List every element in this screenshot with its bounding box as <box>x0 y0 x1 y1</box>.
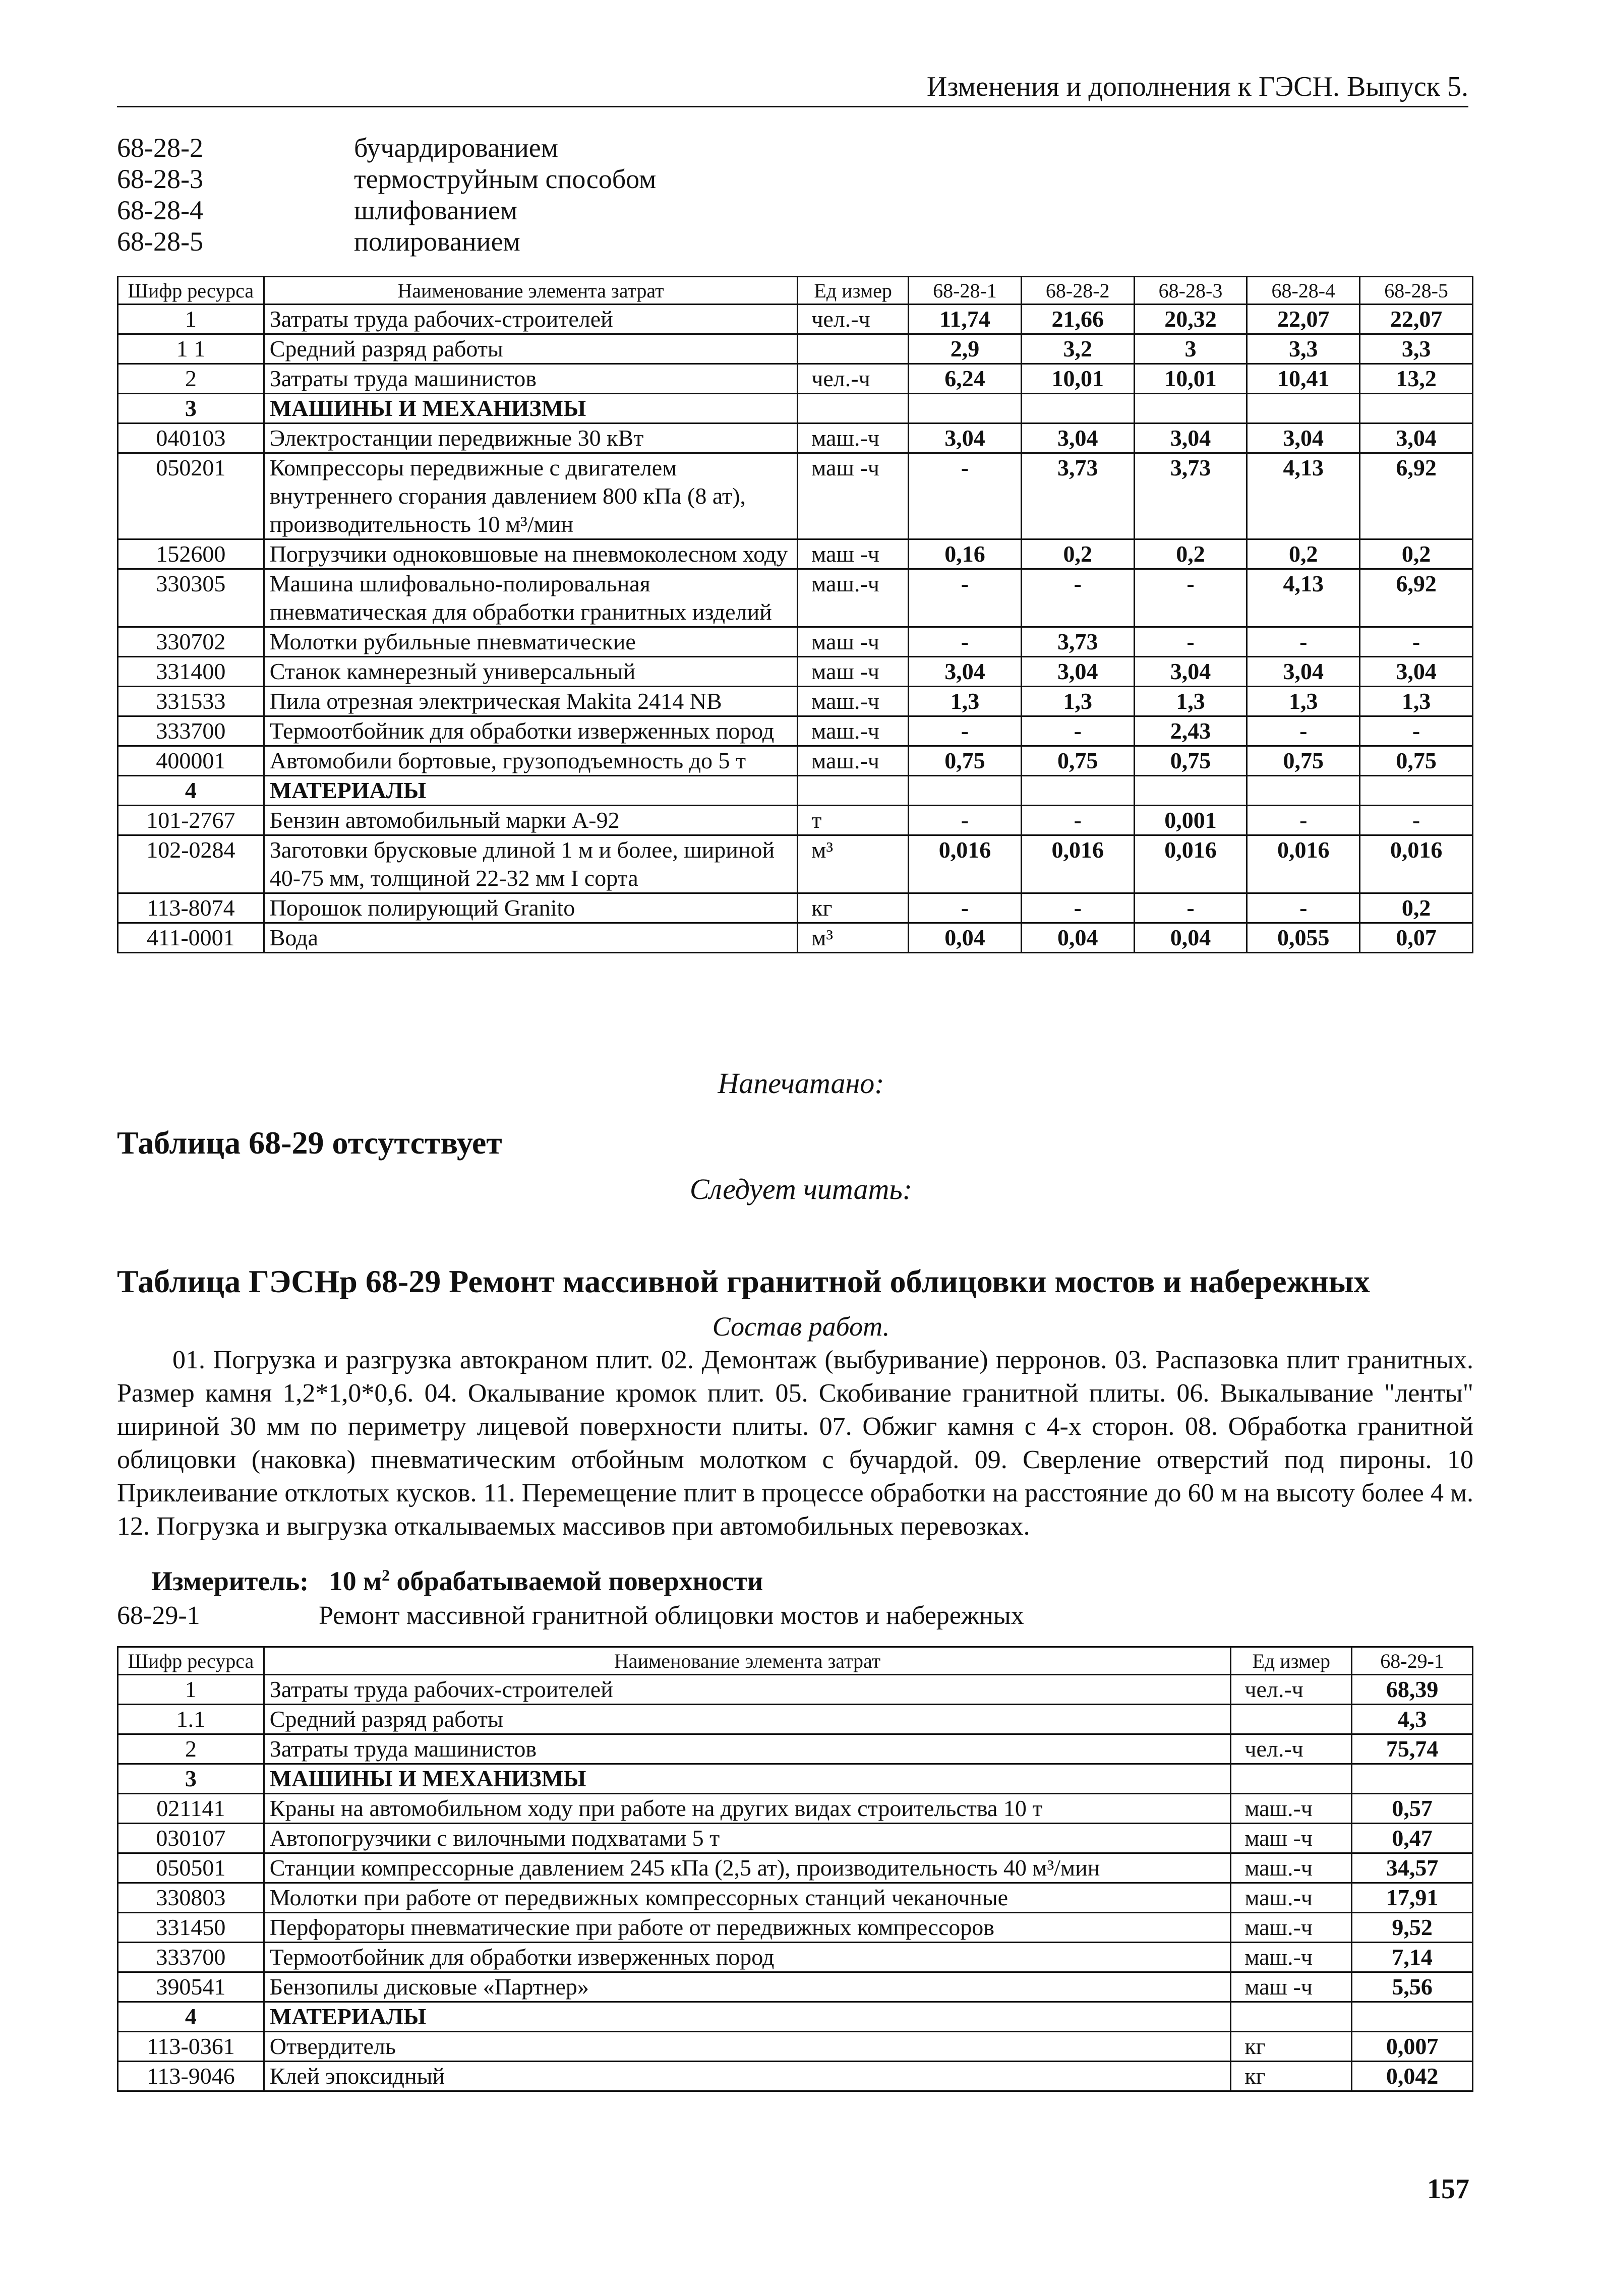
resource-code: 102-0284 <box>118 835 264 893</box>
resource-code: 1.1 <box>118 1705 264 1734</box>
value-cell: - <box>1021 716 1134 746</box>
value-cell: 0,07 <box>1360 923 1473 953</box>
table-row <box>118 424 1473 453</box>
column-header: Ед измер <box>798 277 909 305</box>
resource-name: Порошок полирующий Granito <box>264 893 798 923</box>
resource-code: 040103 <box>118 424 264 453</box>
column-header: 68-28-3 <box>1134 277 1247 305</box>
norm-code-line <box>117 1601 1024 1630</box>
resource-name: Компрессоры передвижные с двигателем внутреннего сгорания давлением 800 кПа (8 ат), производительность 10 м³/мин <box>264 453 798 539</box>
value-cell: 0,055 <box>1247 923 1360 953</box>
resource-table-68-28 <box>117 276 1473 953</box>
value-cell <box>1247 776 1360 806</box>
resource-name: Станции компрессорные давлением 245 кПа (2,5 ат), производительность 40 м³/мин <box>264 1853 1231 1883</box>
work-composition-text: 01. Погрузка и разгрузка автокраном плит. 02. Демонтаж (выбуривание) перронов. 03. Распазовка плит гранитных. Размер камня 1,2*1,0*0,6. 04. Окалывание кромок плит. 05. Скобивание гранитной плиты. 06. Выкалывание "ленты" шириной 30 мм по периметру лицевой поверхности плиты. 07. Обжиг камня с 4-х сторон. 08. Обработка гранитной облицовки (наковка) пневматическим отбойным молотком с бучардой. 09. Сверление отверстий под пироны. 10 Приклеивание отклотых кусков. 11. Перемещение плит в процессе обработки на расстояние до 60 м на высоту более 4 м. 12. Погрузка и выгрузка откалываемых массивов при автомобильных перевозках. <box>117 1346 1473 1541</box>
value-cell: 10,01 <box>1134 364 1247 394</box>
table-row <box>118 334 1473 364</box>
resource-code: 2 <box>118 1734 264 1764</box>
unit-cell <box>798 394 909 424</box>
resource-name: Термоотбойник для обработки изверженных пород <box>264 716 798 746</box>
value-cell: 1,3 <box>909 687 1022 716</box>
resource-name: Вода <box>264 923 798 953</box>
column-header: Наименование элемента затрат <box>264 1647 1231 1675</box>
value-cell: 7,14 <box>1352 1943 1473 1972</box>
value-cell: 4,13 <box>1247 453 1360 539</box>
column-header: Шифр ресурса <box>118 1647 264 1675</box>
resource-code: 1 <box>118 1675 264 1705</box>
absent-table-note: Таблица 68-29 отсутствует <box>117 1125 502 1161</box>
resource-code: 330803 <box>118 1883 264 1913</box>
table-row <box>118 716 1473 746</box>
resource-code: 4 <box>118 2002 264 2032</box>
measure-unit-power: 2 <box>381 1566 390 1584</box>
value-cell: 0,47 <box>1352 1824 1473 1853</box>
resource-code: 4 <box>118 776 264 806</box>
unit-cell: маш.-ч <box>1231 1913 1352 1943</box>
value-cell: 0,016 <box>1021 835 1134 893</box>
resource-code: 3 <box>118 394 264 424</box>
unit-cell: м³ <box>798 835 909 893</box>
table-header-row <box>118 1647 1473 1675</box>
resource-name: Перфораторы пневматические при работе от передвижных компрессоров <box>264 1913 1231 1943</box>
value-cell: 0,57 <box>1352 1794 1473 1824</box>
value-cell: - <box>909 716 1022 746</box>
unit-cell <box>798 334 909 364</box>
table-row <box>118 627 1473 657</box>
table-row <box>118 1943 1473 1972</box>
value-cell: 0,04 <box>1021 923 1134 953</box>
value-cell: - <box>909 453 1022 539</box>
column-header: 68-28-5 <box>1360 277 1473 305</box>
value-cell: 3,3 <box>1360 334 1473 364</box>
resource-name: Средний разряд работы <box>264 1705 1231 1734</box>
value-cell: - <box>1134 569 1247 627</box>
value-cell: 13,2 <box>1360 364 1473 394</box>
value-cell: 3,73 <box>1021 627 1134 657</box>
unit-cell: кг <box>1231 2062 1352 2091</box>
table-row <box>118 893 1473 923</box>
unit-cell: маш -ч <box>798 539 909 569</box>
code-name: термоструйным способом <box>354 164 657 194</box>
value-cell: 11,74 <box>909 305 1022 334</box>
table-row <box>118 923 1473 953</box>
table-header-row <box>118 277 1473 305</box>
running-header: Изменения и дополнения к ГЭСН. Выпуск 5. <box>117 71 1468 107</box>
value-cell: 3,3 <box>1247 334 1360 364</box>
value-cell <box>1021 394 1134 424</box>
resource-name: Машина шлифовально-полировальная пневматическая для обработки гранитных изделий <box>264 569 798 627</box>
resource-code: 030107 <box>118 1824 264 1853</box>
value-cell: - <box>909 893 1022 923</box>
resource-name: Краны на автомобильном ходу при работе на других видах строительства 10 т <box>264 1794 1231 1824</box>
code-line <box>117 163 656 195</box>
value-cell: 3,04 <box>1360 657 1473 687</box>
value-cell: - <box>909 627 1022 657</box>
value-cell <box>909 394 1022 424</box>
column-header: 68-29-1 <box>1352 1647 1473 1675</box>
value-cell: - <box>1021 569 1134 627</box>
value-cell: 3,04 <box>909 424 1022 453</box>
unit-cell: маш.-ч <box>1231 1883 1352 1913</box>
resource-code: 1 <box>118 305 264 334</box>
value-cell: 0,75 <box>1360 746 1473 776</box>
unit-cell: маш.-ч <box>1231 1943 1352 1972</box>
table-row <box>118 1913 1473 1943</box>
value-cell: 3,04 <box>1134 424 1247 453</box>
value-cell <box>909 776 1022 806</box>
resource-code: 113-9046 <box>118 2062 264 2091</box>
table-row <box>118 806 1473 835</box>
value-cell: 0,2 <box>1134 539 1247 569</box>
unit-cell: чел.-ч <box>1231 1675 1352 1705</box>
resource-code: 2 <box>118 364 264 394</box>
unit-cell: кг <box>1231 2032 1352 2062</box>
value-cell: - <box>1360 806 1473 835</box>
resource-code: 113-0361 <box>118 2032 264 2062</box>
top-code-list <box>117 132 656 257</box>
value-cell: 4,13 <box>1247 569 1360 627</box>
value-cell: 0,04 <box>909 923 1022 953</box>
code-name: шлифованием <box>354 195 518 225</box>
table-row <box>118 1705 1473 1734</box>
code: 68-28-2 <box>117 133 203 163</box>
unit-cell <box>1231 1764 1352 1794</box>
code: 68-28-3 <box>117 164 203 194</box>
resource-name: МАШИНЫ И МЕХАНИЗМЫ <box>264 1764 1231 1794</box>
value-cell: 9,52 <box>1352 1913 1473 1943</box>
resource-name: Станок камнерезный универсальный <box>264 657 798 687</box>
value-cell: 3,04 <box>1360 424 1473 453</box>
table-row <box>118 539 1473 569</box>
resource-code: 152600 <box>118 539 264 569</box>
table-row <box>118 1853 1473 1883</box>
measure-value <box>316 1566 763 1596</box>
resource-name: Бензопилы дисковые «Партнер» <box>264 1972 1231 2002</box>
resource-name: Электростанции передвижные 30 кВт <box>264 424 798 453</box>
value-cell <box>1134 776 1247 806</box>
resource-code: 331533 <box>118 687 264 716</box>
value-cell: 0,16 <box>909 539 1022 569</box>
resource-name: Бензин автомобильный марки А-92 <box>264 806 798 835</box>
unit-cell: маш.-ч <box>798 746 909 776</box>
unit-cell: маш.-ч <box>798 424 909 453</box>
value-cell: - <box>1360 716 1473 746</box>
value-cell: - <box>1134 893 1247 923</box>
unit-cell: чел.-ч <box>798 305 909 334</box>
value-cell: 17,91 <box>1352 1883 1473 1913</box>
value-cell: 0,75 <box>1134 746 1247 776</box>
resource-name: Средний разряд работы <box>264 334 798 364</box>
table-row <box>118 776 1473 806</box>
value-cell: 0,75 <box>1021 746 1134 776</box>
value-cell: 3,04 <box>1247 424 1360 453</box>
value-cell: - <box>909 806 1022 835</box>
value-cell: 0,001 <box>1134 806 1247 835</box>
unit-cell: маш -ч <box>798 627 909 657</box>
value-cell: 0,016 <box>909 835 1022 893</box>
resource-name: Пила отрезная электрическая Makita 2414 NB <box>264 687 798 716</box>
unit-cell: маш.-ч <box>798 687 909 716</box>
value-cell: 3,04 <box>1021 657 1134 687</box>
code-line <box>117 132 656 163</box>
resource-name: Затраты труда машинистов <box>264 1734 1231 1764</box>
value-cell: 10,41 <box>1247 364 1360 394</box>
value-cell: - <box>1247 716 1360 746</box>
resource-name: Молотки рубильные пневматические <box>264 627 798 657</box>
table-body <box>118 1675 1473 2091</box>
resource-code: 331400 <box>118 657 264 687</box>
table-row <box>118 657 1473 687</box>
norm-code: 68-29-1 <box>117 1601 200 1630</box>
resource-name: Термоотбойник для обработки изверженных пород <box>264 1943 1231 1972</box>
table-body <box>118 305 1473 953</box>
table-row <box>118 2002 1473 2032</box>
table-row <box>118 2062 1473 2091</box>
unit-cell: маш -ч <box>798 657 909 687</box>
resource-table-68-29 <box>117 1646 1473 2092</box>
value-cell: 0,042 <box>1352 2062 1473 2091</box>
read-as-label: Следует читать: <box>689 1173 913 1205</box>
norm-name: Ремонт массивной гранитной облицовки мостов и набережных <box>319 1601 1024 1630</box>
unit-cell: маш -ч <box>1231 1824 1352 1853</box>
unit-cell: маш.-ч <box>1231 1853 1352 1883</box>
unit-cell: маш.-ч <box>1231 1794 1352 1824</box>
resource-name: МАТЕРИАЛЫ <box>264 776 798 806</box>
code-name: бучардированием <box>354 133 558 163</box>
table-row <box>118 1794 1473 1824</box>
value-cell: 2,9 <box>909 334 1022 364</box>
value-cell: 3,2 <box>1021 334 1134 364</box>
table-row <box>118 1734 1473 1764</box>
value-cell: 34,57 <box>1352 1853 1473 1883</box>
table-row <box>118 835 1473 893</box>
table-row <box>118 746 1473 776</box>
measure-label: Измеритель: <box>151 1566 309 1596</box>
measure-line <box>151 1565 763 1597</box>
value-cell <box>1360 394 1473 424</box>
table-row <box>118 453 1473 539</box>
value-cell <box>1021 776 1134 806</box>
value-cell: 20,32 <box>1134 305 1247 334</box>
value-cell: 2,43 <box>1134 716 1247 746</box>
value-cell: 0,75 <box>909 746 1022 776</box>
resource-code: 411-0001 <box>118 923 264 953</box>
value-cell: 68,39 <box>1352 1675 1473 1705</box>
table-row <box>118 305 1473 334</box>
table-row <box>118 569 1473 627</box>
resource-code: 333700 <box>118 1943 264 1972</box>
printed-label: Напечатано: <box>718 1067 884 1100</box>
column-header: Ед измер <box>1231 1647 1352 1675</box>
code-line <box>117 195 656 226</box>
unit-cell: чел.-ч <box>798 364 909 394</box>
unit-cell: маш -ч <box>1231 1972 1352 2002</box>
value-cell: 0,75 <box>1247 746 1360 776</box>
resource-name: Затраты труда машинистов <box>264 364 798 394</box>
value-cell: 1,3 <box>1134 687 1247 716</box>
value-cell <box>1352 2002 1473 2032</box>
column-header: Шифр ресурса <box>118 277 264 305</box>
table-row <box>118 687 1473 716</box>
resource-name: Отвердитель <box>264 2032 1231 2062</box>
resource-code: 021141 <box>118 1794 264 1824</box>
value-cell: 75,74 <box>1352 1734 1473 1764</box>
unit-cell: т <box>798 806 909 835</box>
value-cell: 10,01 <box>1021 364 1134 394</box>
resource-code: 390541 <box>118 1972 264 2002</box>
resource-code: 050501 <box>118 1853 264 1883</box>
unit-cell: м³ <box>798 923 909 953</box>
table-row <box>118 1675 1473 1705</box>
resource-code: 331450 <box>118 1913 264 1943</box>
value-cell: 4,3 <box>1352 1705 1473 1734</box>
unit-cell <box>1231 2002 1352 2032</box>
resource-code: 3 <box>118 1764 264 1794</box>
value-cell: 0,007 <box>1352 2032 1473 2062</box>
value-cell: 6,92 <box>1360 569 1473 627</box>
value-cell: 3,04 <box>1021 424 1134 453</box>
value-cell: 3,04 <box>1247 657 1360 687</box>
value-cell: 0,016 <box>1360 835 1473 893</box>
value-cell: 3,73 <box>1134 453 1247 539</box>
column-header: 68-28-4 <box>1247 277 1360 305</box>
value-cell: 1,3 <box>1021 687 1134 716</box>
value-cell: 0,2 <box>1247 539 1360 569</box>
resource-name: Автомобили бортовые, грузоподъемность до 5 т <box>264 746 798 776</box>
unit-cell: маш -ч <box>798 453 909 539</box>
value-cell: - <box>1247 893 1360 923</box>
value-cell: 1,3 <box>1360 687 1473 716</box>
unit-cell <box>798 776 909 806</box>
resource-code: 1 1 <box>118 334 264 364</box>
resource-code: 400001 <box>118 746 264 776</box>
resource-name: Погрузчики одноковшовые на пневмоколесном ходу <box>264 539 798 569</box>
resource-name: Заготовки брусковые длиной 1 м и более, шириной 40-75 мм, толщиной 22-32 мм I сорта <box>264 835 798 893</box>
value-cell <box>1247 394 1360 424</box>
value-cell: - <box>1360 627 1473 657</box>
unit-cell: кг <box>798 893 909 923</box>
value-cell <box>1134 394 1247 424</box>
unit-cell: маш.-ч <box>798 569 909 627</box>
table-row <box>118 364 1473 394</box>
value-cell: 22,07 <box>1360 305 1473 334</box>
code: 68-28-4 <box>117 195 203 225</box>
column-header: 68-28-2 <box>1021 277 1134 305</box>
page-number: 157 <box>1427 2173 1469 2205</box>
composition-label: Состав работ. <box>712 1311 890 1342</box>
value-cell: 0,2 <box>1021 539 1134 569</box>
table-row <box>118 1972 1473 2002</box>
resource-code: 330702 <box>118 627 264 657</box>
value-cell: 0,2 <box>1360 893 1473 923</box>
measure-unit: 10 м <box>329 1566 382 1596</box>
value-cell: 0,2 <box>1360 539 1473 569</box>
value-cell: 1,3 <box>1247 687 1360 716</box>
code-line <box>117 226 656 257</box>
table-row <box>118 2032 1473 2062</box>
resource-code: 113-8074 <box>118 893 264 923</box>
value-cell: 5,56 <box>1352 1972 1473 2002</box>
table-row <box>118 394 1473 424</box>
value-cell: - <box>1021 893 1134 923</box>
value-cell: 0,04 <box>1134 923 1247 953</box>
table-row <box>118 1764 1473 1794</box>
table-title: Таблица ГЭСНр 68-29 Ремонт массивной гранитной облицовки мостов и набережных <box>117 1263 1370 1299</box>
resource-code: 050201 <box>118 453 264 539</box>
resource-name: Автопогрузчики с вилочными подхватами 5 т <box>264 1824 1231 1853</box>
code: 68-28-5 <box>117 226 203 257</box>
resource-code: 101-2767 <box>118 806 264 835</box>
value-cell: 0,016 <box>1247 835 1360 893</box>
value-cell <box>1352 1764 1473 1794</box>
value-cell: 22,07 <box>1247 305 1360 334</box>
resource-name: Молотки при работе от передвижных компрессорных станций чеканочные <box>264 1883 1231 1913</box>
value-cell: - <box>1247 806 1360 835</box>
value-cell: - <box>1134 627 1247 657</box>
code-name: полированием <box>354 226 520 257</box>
value-cell: 3,04 <box>909 657 1022 687</box>
resource-code: 333700 <box>118 716 264 746</box>
table-row <box>118 1883 1473 1913</box>
resource-name: Клей эпоксидный <box>264 2062 1231 2091</box>
value-cell <box>1360 776 1473 806</box>
value-cell: 21,66 <box>1021 305 1134 334</box>
value-cell: 0,016 <box>1134 835 1247 893</box>
unit-cell <box>1231 1705 1352 1734</box>
value-cell: 6,92 <box>1360 453 1473 539</box>
unit-cell: маш.-ч <box>798 716 909 746</box>
resource-name: Затраты труда рабочих-строителей <box>264 1675 1231 1705</box>
value-cell: - <box>1247 627 1360 657</box>
column-header: 68-28-1 <box>909 277 1022 305</box>
unit-cell: чел.-ч <box>1231 1734 1352 1764</box>
column-header: Наименование элемента затрат <box>264 277 798 305</box>
resource-code: 330305 <box>118 569 264 627</box>
measure-description: обрабатываемой поверхности <box>389 1566 763 1596</box>
resource-name: МАШИНЫ И МЕХАНИЗМЫ <box>264 394 798 424</box>
value-cell: 6,24 <box>909 364 1022 394</box>
value-cell: 3 <box>1134 334 1247 364</box>
value-cell: 3,04 <box>1134 657 1247 687</box>
value-cell: - <box>909 569 1022 627</box>
table-row <box>118 1824 1473 1853</box>
value-cell: 3,73 <box>1021 453 1134 539</box>
resource-name: Затраты труда рабочих-строителей <box>264 305 798 334</box>
resource-name: МАТЕРИАЛЫ <box>264 2002 1231 2032</box>
value-cell: - <box>1021 806 1134 835</box>
